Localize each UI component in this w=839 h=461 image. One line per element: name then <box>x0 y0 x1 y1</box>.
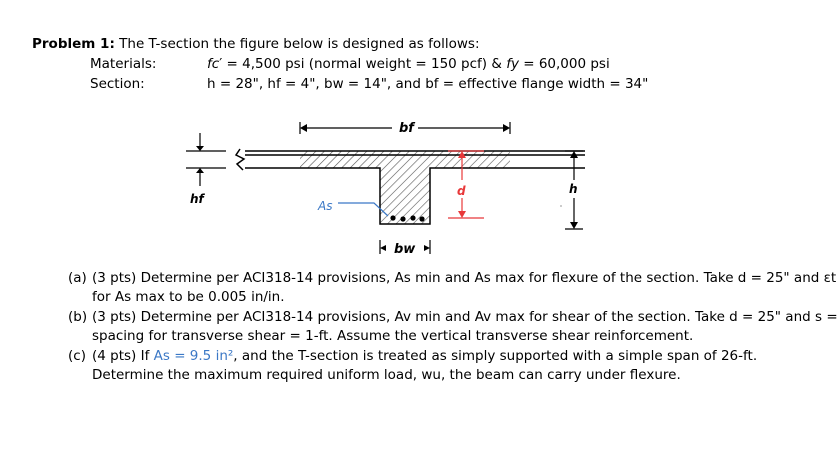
d-label: d <box>457 184 466 198</box>
question-a-tag: (a) <box>68 270 87 286</box>
hf-arrow-top <box>196 146 204 151</box>
problem-label: Problem 1 <box>32 36 110 52</box>
fy-symbol: fy <box>506 56 519 72</box>
bw-arrow-left <box>380 245 386 251</box>
question-b-line1: (3 pts) Determine per ACI318-14 provisions, Av min and Av max for shear of the section. Take d = 25" and s = <box>92 309 838 325</box>
hf-dimension <box>186 133 226 186</box>
bf-arrow-left <box>300 124 307 132</box>
bw-label: bw <box>394 242 416 257</box>
fc-spec: ′ = 4,500 psi (normal weight = 150 pcf) & <box>219 56 507 72</box>
question-c-text-b: , and the T-section is treated as simply supported with a simple span of 26-ft. <box>233 348 758 364</box>
question-c-line1 <box>92 348 757 365</box>
question-a-line1: (3 pts) Determine per ACI318-14 provisions, As min and As max for flexure of the section. Take d = 25" and εt <box>92 270 837 286</box>
materials-label: Materials: <box>90 56 157 72</box>
question-c-line2: Determine the maximum required uniform load, wu, the beam can carry under flexure. <box>92 367 681 383</box>
question-b-line2: spacing for transverse shear = 1-ft. Assume the vertical transverse shear reinforcement. <box>92 328 694 344</box>
rebar-dot <box>410 215 415 220</box>
section-label: Section: <box>90 76 145 92</box>
hf-spec: hf = 4", <box>267 76 325 92</box>
bw-arrow-right <box>424 245 430 251</box>
d-arrow-bottom <box>458 211 466 218</box>
as-value: As = 9.5 in² <box>153 348 234 364</box>
fc-symbol: fc <box>207 56 220 72</box>
hf-label: hf <box>190 192 204 206</box>
problem-intro: The T-section the figure below is designed as follows: <box>119 36 480 52</box>
h-spec: h = 28", <box>207 76 268 92</box>
hf-arrow-bottom <box>196 168 204 173</box>
rebar-dot <box>400 216 405 221</box>
rebar-dot <box>390 215 395 220</box>
rebar-dot <box>419 216 424 221</box>
question-c-text-a: (4 pts) If <box>92 348 154 364</box>
h-arrow-bottom <box>570 222 578 229</box>
question-a-line2: for As max to be 0.005 in/in. <box>92 289 285 305</box>
bf-spec: bf = effective flange width = 34" <box>425 76 649 92</box>
as-label: As <box>318 199 333 213</box>
problem-heading: Problem 1: The T-section the figure below is designed as follows: <box>32 36 480 52</box>
bf-arrow-right <box>503 124 510 132</box>
question-b-tag: (b) <box>68 309 88 325</box>
question-c-tag: (c) <box>68 348 86 364</box>
bf-label: bf <box>399 121 414 136</box>
bw-spec: bw = 14", and <box>324 76 426 92</box>
h-label: h <box>569 182 578 196</box>
fy-spec: = 60,000 psi <box>518 56 610 72</box>
flange-hatch <box>300 151 510 168</box>
